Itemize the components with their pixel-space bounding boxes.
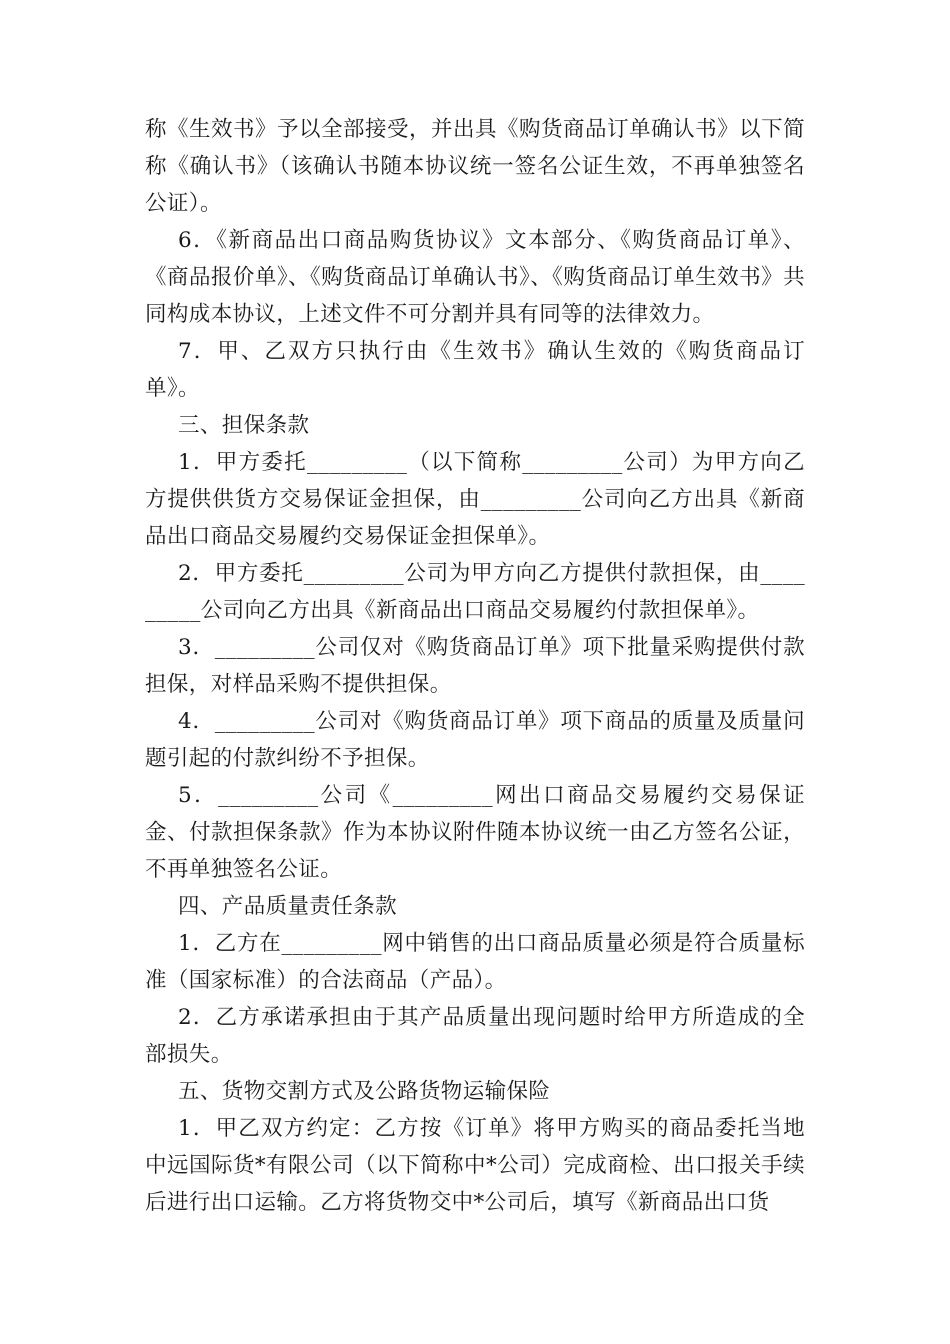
document-body (145, 111, 805, 1221)
paragraph-guarantee-1: 1．甲方委托_________（以下简称_________公司）为甲方向乙方提供供货方交易保证金担保，由_________公司向乙方出具《新商品出口商品交易履约交易保证金担保单》。 (145, 450, 805, 549)
paragraph-quality-2: 2．乙方承诺承担由于其产品质量出现问题时给甲方所造成的全部损失。 (145, 1005, 805, 1067)
paragraph-clause-7: 7．甲、乙双方只执行由《生效书》确认生效的《购货商品订单》。 (145, 339, 805, 401)
paragraph-guarantee-3: 3．_________公司仅对《购货商品订单》项下批量采购提供付款担保，对样品采购不提供担保。 (145, 635, 805, 697)
paragraph-delivery-1: 1．甲乙双方约定：乙方按《订单》将甲方购买的商品委托当地中远国际货*有限公司（以下简称中*公司）完成商检、出口报关手续后进行出口运输。乙方将货物交中*公司后，填写《新商品出口货 (145, 1116, 805, 1215)
paragraph-continuation: 称《生效书》予以全部接受，并出具《购货商品订单确认书》以下简称《确认书》（该确认书随本协议统一签名公证生效，不再单独签名公证）。 (145, 117, 805, 216)
section-heading-quality: 四、产品质量责任条款 (178, 894, 398, 919)
section-heading-delivery: 五、货物交割方式及公路货物运输保险 (178, 1079, 551, 1104)
paragraph-guarantee-2: 2．甲方委托_________公司为甲方向乙方提供付款担保，由_________公司向乙方出具《新商品出口商品交易履约付款担保单》。 (145, 561, 805, 623)
paragraph-clause-6: 6．《新商品出口商品购货协议》文本部分、《购货商品订单》、《商品报价单》、《购货商品订单确认书》、《购货商品订单生效书》共同构成本协议，上述文件不可分割并具有同等的法律效力。 (145, 228, 805, 327)
paragraph-guarantee-4: 4．_________公司对《购货商品订单》项下商品的质量及质量问题引起的付款纠纷不予担保。 (145, 709, 805, 771)
section-heading-guarantee: 三、担保条款 (178, 413, 310, 438)
paragraph-guarantee-5: 5．_________公司《_________网出口商品交易履约交易保证金、付款担保条款》作为本协议附件随本协议统一由乙方签名公证，不再单独签名公证。 (145, 783, 805, 882)
paragraph-quality-1: 1．乙方在_________网中销售的出口商品质量必须是符合质量标准（国家标准）的合法商品（产品）。 (145, 931, 805, 993)
